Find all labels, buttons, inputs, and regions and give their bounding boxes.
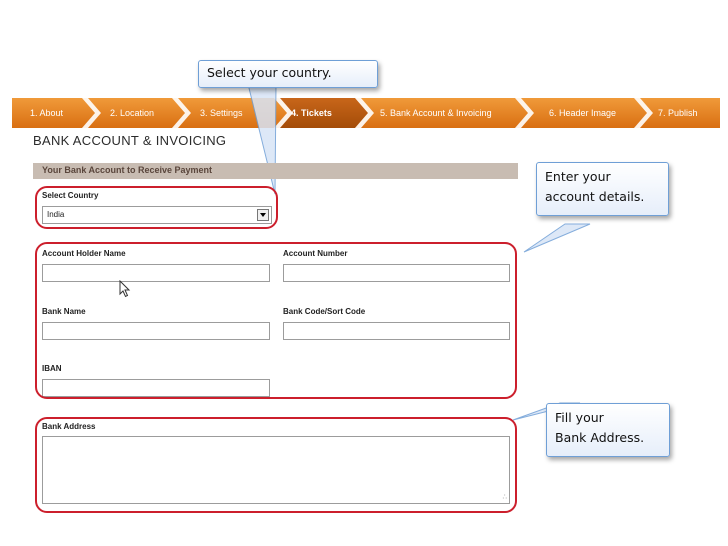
step-publish[interactable]: 7. Publish xyxy=(658,108,698,118)
bank-name-label: Bank Name xyxy=(42,307,86,316)
account-details-highlight xyxy=(35,242,517,399)
section-title: Your Bank Account to Receive Payment xyxy=(42,165,213,175)
country-selected-value: India xyxy=(47,210,65,219)
callout-account-details xyxy=(536,162,669,216)
country-highlight xyxy=(35,186,278,229)
account-holder-label: Account Holder Name xyxy=(42,249,126,258)
resize-grip-icon[interactable]: ∴ xyxy=(502,494,507,501)
bank-address-label: Bank Address xyxy=(42,422,96,431)
country-label: Select Country xyxy=(42,191,99,200)
bank-address-highlight xyxy=(35,417,517,513)
step-header-image[interactable]: 6. Header Image xyxy=(549,108,617,118)
callout-select-country xyxy=(198,60,378,88)
account-number-label: Account Number xyxy=(283,249,348,258)
callout-address-line2: Bank Address. xyxy=(555,430,645,445)
step-location[interactable]: 2. Location xyxy=(110,108,155,118)
step-settings[interactable]: 3. Settings xyxy=(200,108,243,118)
callout-address-line1: Fill your xyxy=(555,410,604,425)
bank-code-label: Bank Code/Sort Code xyxy=(283,307,366,316)
callout-account-line2: account details. xyxy=(545,189,645,204)
callout-country-text: Select your country. xyxy=(207,65,332,80)
step-tickets[interactable]: 4. Tickets xyxy=(291,108,332,118)
section-header xyxy=(33,163,518,179)
page-title: BANK ACCOUNT & INVOICING xyxy=(33,133,227,148)
step-about[interactable]: 1. About xyxy=(30,108,64,118)
step-bank-account[interactable]: 5. Bank Account & Invoicing xyxy=(380,108,492,118)
callout-bank-address xyxy=(546,403,670,457)
iban-label: IBAN xyxy=(42,364,62,373)
callout-account-line1: Enter your xyxy=(545,169,611,184)
